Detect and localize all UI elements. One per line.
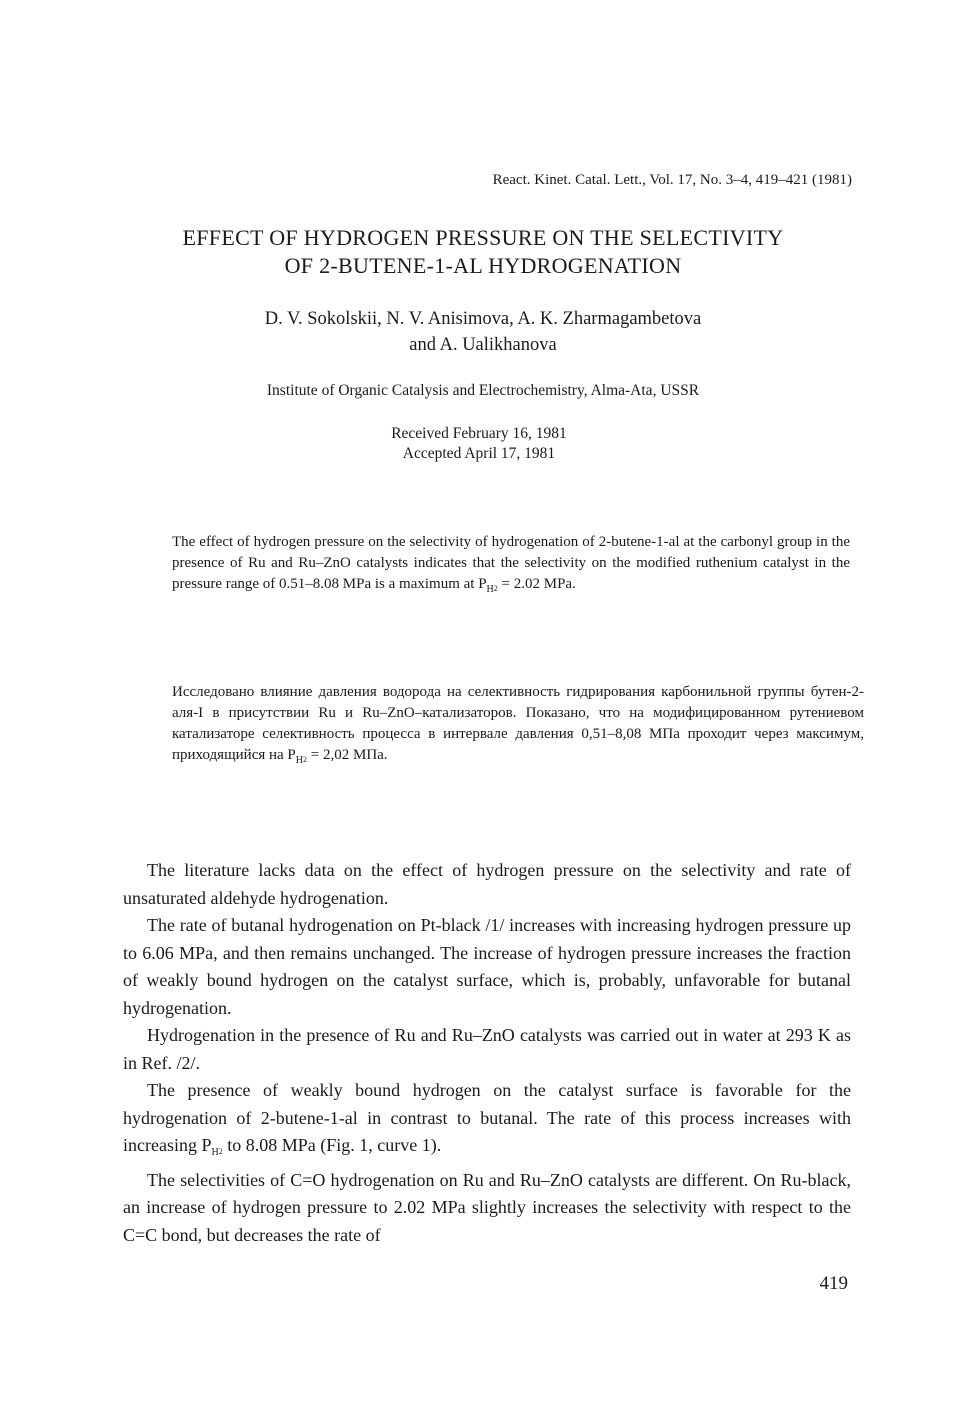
page-number: 419	[819, 1273, 848, 1294]
body-paragraph-3: Hydrogenation in the presence of Ru and Ru–ZnO catalysts was carried out in water at 293 K as in Ref. /2/.	[123, 1025, 851, 1073]
submission-dates	[0, 424, 958, 464]
abstract-ru-subscript-h: H	[295, 755, 304, 766]
authors-line-1: D. V. Sokolskii, N. V. Anisimova, A. K. Zharmagambetova	[264, 309, 702, 329]
paper-title	[0, 224, 966, 280]
body-paragraph-5: The selectivities of C=O hydrogenation on Ru and Ru–ZnO catalysts are different. On Ru-black, an increase of hydrogen pressure to 2.02 MPa slightly increases the selectivity with respect to the C=C bond, but decreases the rate of	[123, 1169, 851, 1245]
affiliation: Institute of Organic Catalysis and Electrochemistry, Alma-Ata, USSR	[266, 382, 700, 399]
abstract-en-subscript-h: H	[486, 584, 494, 595]
abstract-en-tail: = 2.02 MPa.	[497, 576, 576, 592]
abstract-english	[172, 532, 850, 600]
author-list	[0, 306, 966, 358]
abstract-ru-subscript-2: 2	[303, 755, 308, 764]
body-p4-subscript-h: H	[211, 1147, 219, 1158]
journal-citation: React. Kinet. Catal. Lett., Vol. 17, No. 3–4, 419–421 (1981)	[492, 172, 852, 188]
abstract-russian	[172, 682, 864, 771]
accepted-date: Accepted April 17, 1981	[402, 445, 556, 462]
body-p4-tail: to 8.08 MPa (Fig. 1, curve 1).	[222, 1135, 442, 1155]
abstract-en-text: The effect of hydrogen pressure on the selectivity of hydrogenation of 2-butene-1-al at the carbonyl group in the presence of Ru and Ru–ZnO catalysts indicates that the selectivity on the modified ruthenium catalyst in the pressure range of 0.51–8.08 MPa is a maximum at P	[172, 534, 850, 592]
abstract-en-subscript-2: 2	[493, 584, 498, 593]
authors-line-2: and A. Ualikhanova	[409, 335, 557, 355]
body-paragraph-4	[123, 1077, 851, 1167]
abstract-ru-text: Исследовано влияние давления водорода на селективность гидрирования карбонильной группы бутен-2-аля-I в присутствии Ru и Ru–ZnO–катализаторов. Показано, что на модифицированном рутениевом катализаторе селективность процесса в интервале давления 0,51–8,08 МПа проходит через максимум, приходящийся на P	[172, 684, 864, 763]
body-paragraph-1: The literature lacks data on the effect of hydrogen pressure on the selectivity and rate of unsaturated aldehyde hydrogenation.	[123, 860, 851, 908]
body-p4-subscript-2: 2	[218, 1147, 223, 1156]
body-paragraph-2: The rate of butanal hydrogenation on Pt-black /1/ increases with increasing hydrogen pressure up to 6.06 MPa, and then remains unchanged. The increase of hydrogen pressure increases the fraction of weakly bound hydrogen on the catalyst surface, which is, probably, unfavorable for butanal hydrogenation.	[123, 915, 851, 1018]
title-line-1: EFFECT OF HYDROGEN PRESSURE ON THE SELECTIVITY	[182, 225, 784, 250]
title-line-2: OF 2-BUTENE-1-AL HYDROGENATION	[284, 253, 682, 278]
abstract-ru-tail: = 2,02 МПа.	[307, 747, 388, 763]
received-date: Received February 16, 1981	[391, 425, 567, 442]
body-text	[123, 857, 851, 1249]
body-p4-text: The presence of weakly bound hydrogen on the catalyst surface is favorable for the hydrogenation of 2-butene-1-al in contrast to butanal. The rate of this process increases with increasing P	[123, 1080, 851, 1155]
